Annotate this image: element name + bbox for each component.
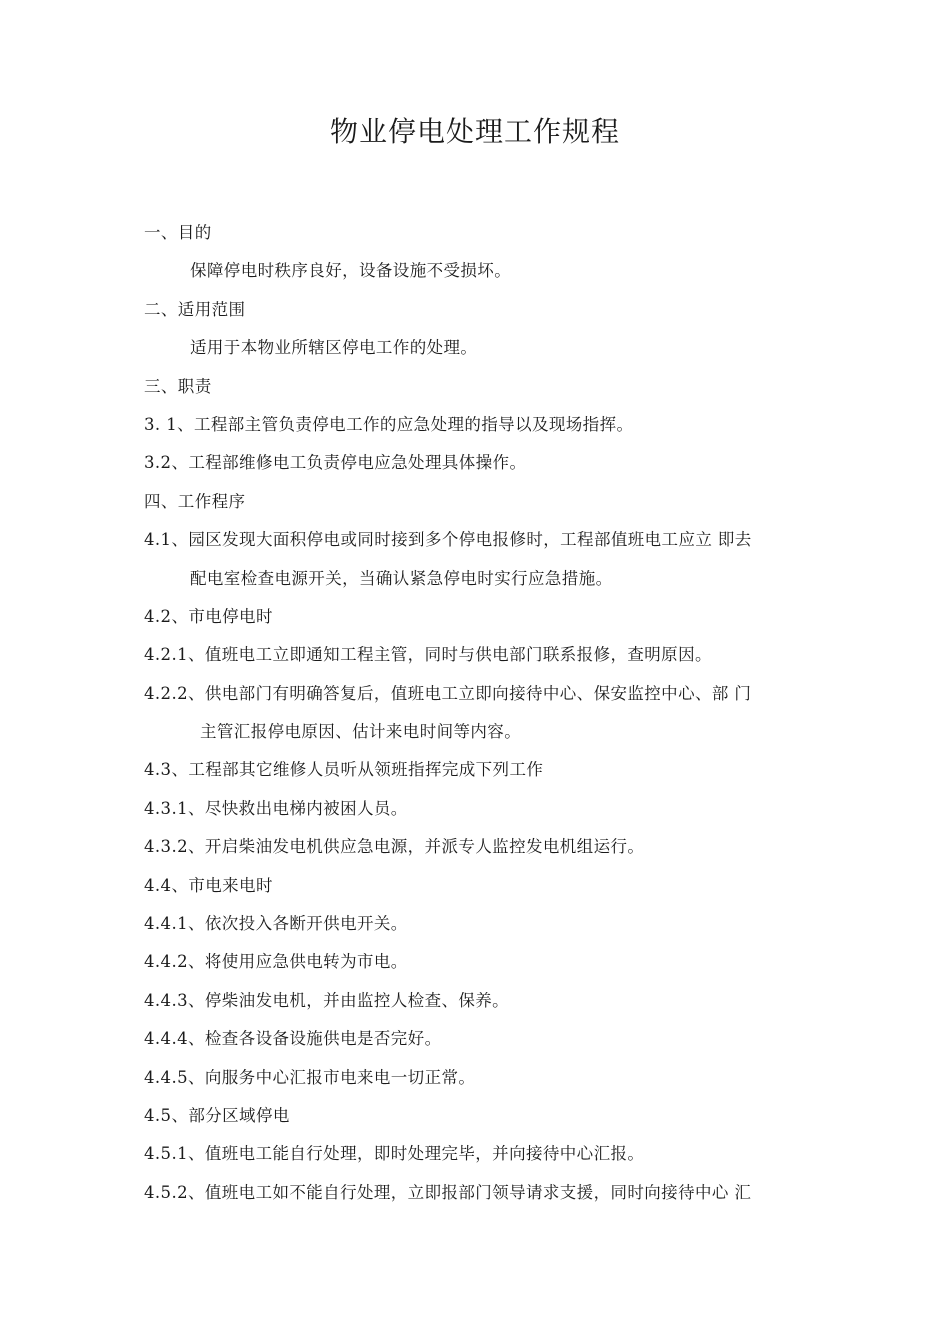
- text-line: 4.4.3、停柴油发电机，并由监控人检查、保养。: [144, 990, 510, 1010]
- text-line: 二、适用范围: [144, 299, 246, 319]
- text-line: 4.5.1、值班电工能自行处理，即时处理完毕，并向接待中心汇报。: [144, 1144, 645, 1164]
- text-line: 3.2、工程部维修电工负责停电应急处理具体操作。: [144, 453, 527, 473]
- text-line: 4.4.1、依次投入各断开供电开关。: [144, 914, 408, 934]
- text-line: 4.4.5、向服务中心汇报市电来电一切正常。: [144, 1067, 476, 1087]
- text-line: 4.3、工程部其它维修人员听从领班指挥完成下列工作: [144, 760, 544, 780]
- text-line: 4.4.4、检查各设备设施供电是否完好。: [144, 1029, 442, 1049]
- text-line: 4.1、园区发现大面积停电或同时接到多个停电报修时，工程部值班电工应立 即去: [144, 530, 752, 550]
- text-line: 4.5、部分区域停电: [144, 1105, 290, 1125]
- text-line: 主管汇报停电原因、估计来电时间等内容。: [200, 722, 522, 742]
- page-title: 物业停电处理工作规程: [329, 115, 620, 148]
- text-line: 4.2.2、供电部门有明确答复后，值班电工立即向接待中心、保安监控中心、部 门: [144, 683, 752, 703]
- text-line: 4.3.1、尽快救出电梯内被困人员。: [144, 798, 408, 818]
- text-line: 4.2.1、值班电工立即通知工程主管，同时与供电部门联系报修，查明原因。: [144, 645, 712, 665]
- text-line: 三、职责: [144, 376, 212, 396]
- text-line: 保障停电时秩序良好，设备设施不受损坏。: [190, 261, 512, 281]
- text-line: 3. 1、工程部主管负责停电工作的应急处理的指导以及现场指挥。: [144, 414, 634, 434]
- text-line: 配电室检查电源开关，当确认紧急停电时实行应急措施。: [190, 568, 613, 588]
- text-line: 适用于本物业所辖区停电工作的处理。: [190, 338, 478, 358]
- text-line: 4.2、市电停电时: [144, 606, 273, 626]
- text-line: 4.5.2、值班电工如不能自行处理，立即报部门领导请求支援，同时向接待中心 汇: [144, 1182, 752, 1202]
- text-line: 4.4.2、将使用应急供电转为市电。: [144, 952, 408, 972]
- text-line: 4.4、市电来电时: [144, 875, 273, 895]
- text-line: 一、目的: [144, 223, 212, 242]
- document-body: [144, 214, 824, 1212]
- text-line: 4.3.2、开启柴油发电机供应急电源，并派专人监控发电机组运行。: [144, 837, 645, 857]
- text-line: 四、工作程序: [144, 491, 246, 511]
